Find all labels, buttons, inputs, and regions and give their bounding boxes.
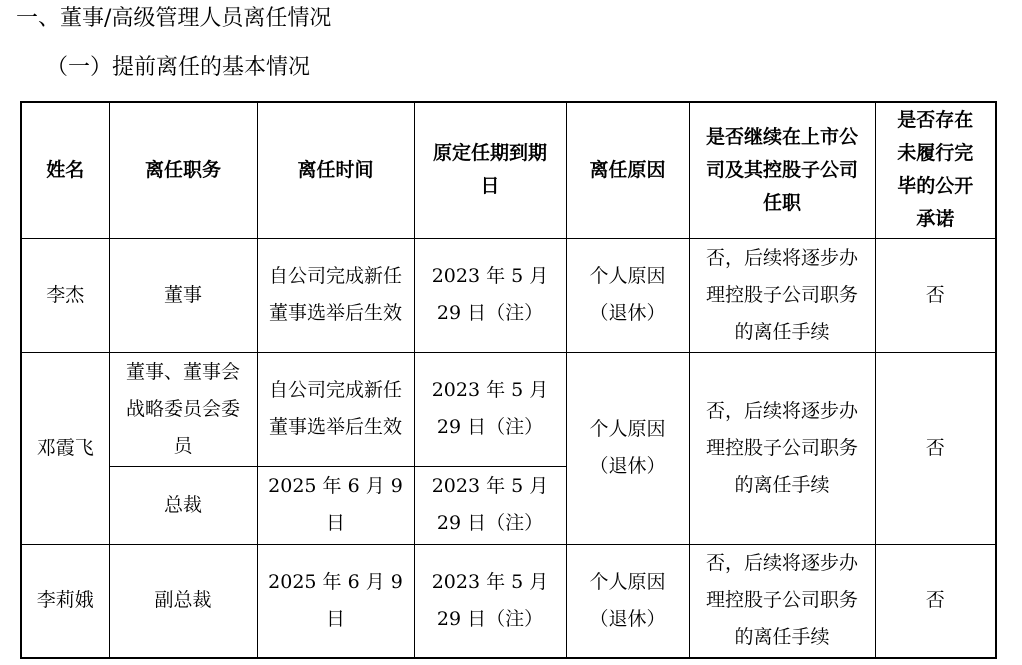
table-row <box>21 544 996 658</box>
cell-name: 邓霞飞 <box>21 352 109 544</box>
cell-reason: 个人原因（退休） <box>566 544 689 658</box>
header-term-end: 原定任期到期日 <box>414 102 566 238</box>
cell-leave-time: 2025 年 6 月 9 日 <box>257 466 414 544</box>
cell-position: 董事、董事会战略委员会委员 <box>109 352 257 466</box>
section-heading: 一、董事/高级管理人员离任情况 <box>16 6 332 31</box>
header-position: 离任职务 <box>109 102 257 238</box>
cell-reason: 个人原因（退休） <box>566 352 689 544</box>
cell-commitment: 否 <box>875 352 996 544</box>
header-reason: 离任原因 <box>566 102 689 238</box>
cell-name: 李杰 <box>21 238 109 352</box>
table-row <box>21 238 996 352</box>
subsection-heading: （一）提前离任的基本情况 <box>46 55 311 80</box>
header-continue: 是否继续在上市公司及其控股子公司任职 <box>689 102 875 238</box>
cell-leave-time: 自公司完成新任董事选举后生效 <box>257 352 414 466</box>
cell-reason: 个人原因（退休） <box>566 238 689 352</box>
cell-position: 董事 <box>109 238 257 352</box>
cell-leave-time: 自公司完成新任董事选举后生效 <box>257 238 414 352</box>
cell-commitment: 否 <box>875 238 996 352</box>
cell-commitment: 否 <box>875 544 996 658</box>
resignation-table <box>20 101 997 659</box>
cell-position: 总裁 <box>109 466 257 544</box>
header-commitment: 是否存在未履行完毕的公开承诺 <box>875 102 996 238</box>
cell-term-end: 2023 年 5 月 29 日（注） <box>414 466 566 544</box>
cell-continue: 否，后续将逐步办理控股子公司职务的离任手续 <box>689 238 875 352</box>
cell-position: 副总裁 <box>109 544 257 658</box>
cell-leave-time: 2025 年 6 月 9 日 <box>257 544 414 658</box>
header-leave-time: 离任时间 <box>257 102 414 238</box>
header-row <box>21 102 996 238</box>
header-name: 姓名 <box>21 102 109 238</box>
cell-continue: 否，后续将逐步办理控股子公司职务的离任手续 <box>689 544 875 658</box>
table-row <box>21 352 996 466</box>
cell-term-end: 2023 年 5 月 29 日（注） <box>414 352 566 466</box>
cell-name: 李莉娥 <box>21 544 109 658</box>
cell-term-end: 2023 年 5 月 29 日（注） <box>414 544 566 658</box>
cell-continue: 否，后续将逐步办理控股子公司职务的离任手续 <box>689 352 875 544</box>
cell-term-end: 2023 年 5 月 29 日（注） <box>414 238 566 352</box>
